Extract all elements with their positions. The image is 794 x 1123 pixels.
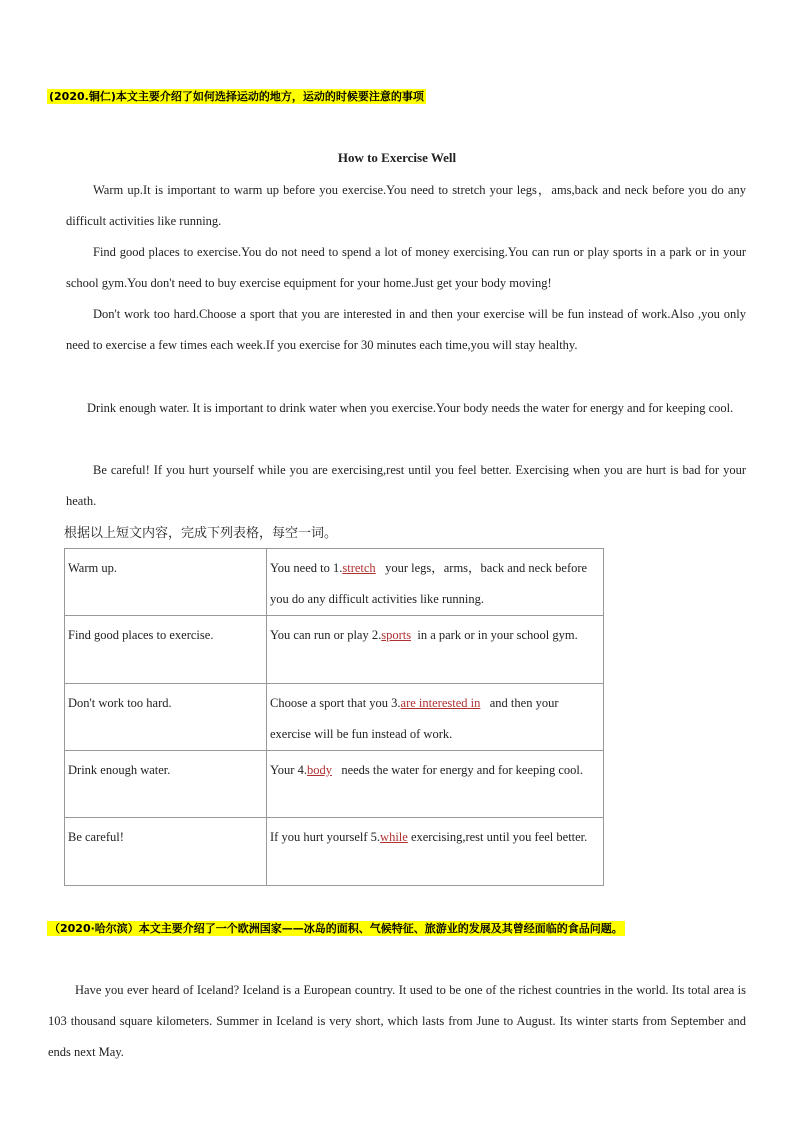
table-cell-topic: Find good places to exercise. [65,616,267,684]
paragraph-careful: Be careful! If you hurt yourself while you are exercising,rest until you feel better. Exercising when you are hurt is bad for your heath. [66,463,746,508]
paragraph-water: Drink enough water. It is important to drink water when you exercise.Your body needs the water for energy and for keeping cool. [87,401,734,415]
section-header-2: （2020·哈尔滨）本文主要介绍了一个欧洲国家——冰岛的面积、气候特征、旅游业的发展及其曾经面临的食品问题。 [49,922,623,935]
table-row [65,751,604,818]
table-row [65,549,604,616]
table-cell-topic: Don't work too hard. [65,684,267,751]
table-cell-topic: Drink enough water. [65,751,267,818]
table-cell-detail: You can run or play 2.sports in a park or in your school gym. [267,616,604,684]
article-title: How to Exercise Well [337,150,457,165]
table-cell-detail: If you hurt yourself 5.while exercising,rest until you feel better. [267,818,604,886]
answer-blank: are interested in [400,696,481,710]
table-row [65,616,604,684]
answer-blank: body [306,763,332,777]
table-cell-detail: Choose a sport that you 3.are interested in and then your exercise will be fun instead of work. [267,684,604,751]
table-cell-detail: Your 4.body needs the water for energy and for keeping cool. [267,751,604,818]
table-cell-detail: You need to 1.stretch your legs，arms，back and neck before you do any difficult activities like running. [267,549,604,616]
answer-blank: while [380,830,408,844]
table-row [65,818,604,886]
answer-table [64,548,604,886]
instruction-text: 根据以上短文内容，完成下列表格，每空一词。 [64,526,338,541]
answer-blank: stretch [342,561,376,575]
table-row [65,684,604,751]
paragraph-work: Don't work too hard.Choose a sport that you are interested in and then your exercise will be fun instead of work.Also ,you only need to exercise a few times each week.If you exercise for 30 minutes each time,you will stay healthy. [66,307,746,352]
table-cell-topic: Warm up. [65,549,267,616]
paragraph-warm-up: Warm up.It is important to warm up before you exercise.You need to stretch your legs，ams,back and neck before you do any difficult activities like running. [66,183,746,228]
table-cell-topic: Be careful! [65,818,267,886]
section-header-1: (2020.铜仁)本文主要介绍了如何选择运动的地方，运动的时候要注意的事项 [49,90,424,103]
paragraph-iceland: Have you ever heard of Iceland? Iceland is a European country. It used to be one of the richest countries in the world. Its total area is 103 thousand square kilometers. Summer in Iceland is very short, which lasts from June to August. Its winter starts from September and ends next May. [48,983,746,1059]
paragraph-places: Find good places to exercise.You do not need to spend a lot of money exercising.You can run or play sports in a park or in your school gym.You don't need to buy exercise equipment for your home.Just get your body moving! [66,245,746,290]
answer-blank: sports [381,628,412,642]
